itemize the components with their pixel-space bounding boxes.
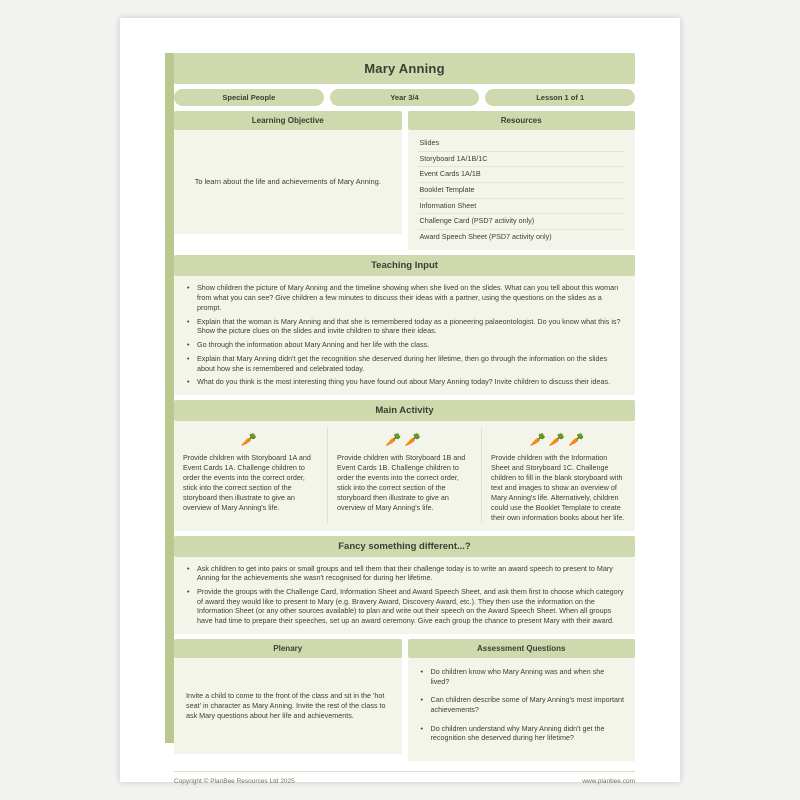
plenary-column bbox=[174, 658, 402, 761]
assessment-column bbox=[408, 658, 636, 761]
carrot-icon-group: 🥕🥕 bbox=[385, 431, 424, 447]
main-activity-box bbox=[174, 421, 635, 531]
teaching-input-box bbox=[174, 276, 635, 394]
main-activity-text: Provide children with Storyboard 1B and Event Cards 1B. Challenge children to order the events into the correct order, stick into the correct section of the storyboard then illustrate to give an overview of Mary Anning's life. bbox=[337, 452, 466, 512]
assessment-questions-heading: Assessment Questions bbox=[408, 639, 636, 658]
main-activity-text: Provide children with the Information Sheet and Storyboard 1C. Challenge children to fill in the blank storyboard with text and images to show an overview of Mary Anning's life. Alternatively, children could use the Booklet Template to create their own information books about her life. bbox=[491, 452, 625, 522]
left-accent-bar bbox=[165, 53, 174, 743]
main-activity-column-2 bbox=[328, 427, 482, 523]
assessment-question: • Do children know who Mary Anning was and when she lived? bbox=[429, 667, 626, 686]
assessment-questions-box bbox=[408, 658, 636, 761]
assessment-question: • Can children describe some of Mary Anning's most important achievements? bbox=[429, 695, 626, 714]
resources-box bbox=[408, 130, 636, 250]
main-activity-columns bbox=[174, 427, 635, 523]
footer-copyright: Copyright © PlanBee Resources Ltd 2025 bbox=[174, 778, 295, 786]
learning-objective-box bbox=[174, 130, 402, 234]
resource-item: Award Speech Sheet (PSD7 activity only) bbox=[419, 231, 552, 241]
teaching-input-list bbox=[184, 283, 625, 386]
learning-objective-column bbox=[174, 130, 402, 250]
fancy-bullet: • Provide the groups with the Challenge Card, Information Sheet and Award Speech Sheet, and ask them first to choose which category of award they would like to present to Mary (e.g. Bravery Award, Discovery Award, etc.). They then use the information on the Information Sheet (or any other sources available) to plan and write out their speech on the Award Speech Sheet. When all groups have had time to prepare their speeches, set up an award ceremony. Give each group the chance to present Mary with their award. bbox=[195, 587, 625, 626]
fancy-something-different-heading: Fancy something different...? bbox=[174, 536, 635, 557]
resource-item: Storyboard 1A/1B/1C bbox=[418, 152, 626, 168]
learning-objective-text: To learn about the life and achievements of Mary Anning. bbox=[194, 176, 381, 186]
objective-resources-headings bbox=[174, 111, 635, 130]
teaching-input-bullet: • What do you think is the most interesting thing you have found out about Mary Anning today? Invite children to discuss their ideas. bbox=[195, 377, 625, 387]
document-page bbox=[120, 18, 680, 786]
plenary-box bbox=[174, 658, 402, 754]
resources-column bbox=[408, 130, 636, 250]
learning-objective-heading: Learning Objective bbox=[174, 111, 402, 130]
main-activity-heading: Main Activity bbox=[174, 400, 635, 421]
plenary-heading: Plenary bbox=[174, 639, 402, 658]
resources-heading: Resources bbox=[408, 111, 636, 130]
resource-item: Information Sheet bbox=[418, 199, 626, 215]
fancy-bullet: • Ask children to get into pairs or small groups and tell them that their challenge today is to write an award speech to present to Mary Anning for the achievements she wasn't recognised for during her lifetime. bbox=[195, 564, 625, 583]
resource-item: Booklet Template bbox=[418, 183, 626, 199]
teaching-input-bullet: • Explain that Mary Anning didn't get the recognition she deserved during her lifetime, then go through the information on the slides about how she is remembered and celebrated today. bbox=[195, 354, 625, 373]
main-activity-column-3 bbox=[482, 427, 635, 523]
pill-topic: Special People bbox=[174, 89, 324, 106]
teaching-input-bullet: • Show children the picture of Mary Anning and the timeline showing when she lived on the slides. What can you tell about this woman from what you can see? Give children a few minutes to discuss their ideas with a partner, using the questions on the slides as a prompt. bbox=[195, 283, 625, 312]
fancy-something-different-box bbox=[174, 557, 635, 634]
assessment-question: • Do children understand why Mary Anning didn't get the recognition she deserved during her lifetime? bbox=[429, 724, 626, 743]
main-activity-column-1 bbox=[174, 427, 328, 523]
carrot-icon-group: 🥕🥕🥕 bbox=[529, 431, 588, 447]
page-footer bbox=[174, 771, 635, 785]
resource-item: Slides bbox=[418, 136, 626, 152]
meta-pill-row bbox=[174, 89, 635, 106]
fancy-something-different-list bbox=[184, 564, 625, 626]
resource-item: Event Cards 1A/1B bbox=[418, 167, 626, 183]
lesson-plan-content bbox=[174, 53, 635, 785]
pill-lesson-number: Lesson 1 of 1 bbox=[485, 89, 635, 106]
objective-resources-body bbox=[174, 130, 635, 250]
main-activity-text: Provide children with Storyboard 1A and Event Cards 1A. Challenge children to order the events into the correct order, stick into the correct section of the storyboard then illustrate to give an overview of Mary Anning's life. bbox=[183, 452, 311, 512]
assessment-questions-list bbox=[418, 667, 626, 743]
teaching-input-bullet: • Go through the information about Mary Anning and her life with the class. bbox=[195, 340, 625, 350]
carrot-icon-group: 🥕 bbox=[240, 431, 261, 447]
plenary-assessment-body bbox=[174, 658, 635, 761]
teaching-input-bullet: • Explain that the woman is Mary Anning and that she is remembered today as a pioneering palaeontologist. Do you know what this is? Show the picture clues on the slides and invite children to share their ideas. bbox=[195, 317, 625, 336]
lesson-plan-sheet bbox=[165, 33, 635, 786]
teaching-input-heading: Teaching Input bbox=[174, 255, 635, 276]
footer-website: www.planbee.com bbox=[582, 778, 635, 786]
resource-item: Challenge Card (PSD7 activity only) bbox=[418, 214, 626, 230]
plenary-assessment-headings bbox=[174, 639, 635, 658]
plenary-text: Invite a child to come to the front of the class and sit in the 'hot seat' in character as Mary Anning. Invite the rest of the class to ask Mary questions about her life and achievements. bbox=[186, 690, 386, 720]
pill-year-group: Year 3/4 bbox=[330, 89, 480, 106]
page-title: Mary Anning bbox=[174, 53, 635, 84]
